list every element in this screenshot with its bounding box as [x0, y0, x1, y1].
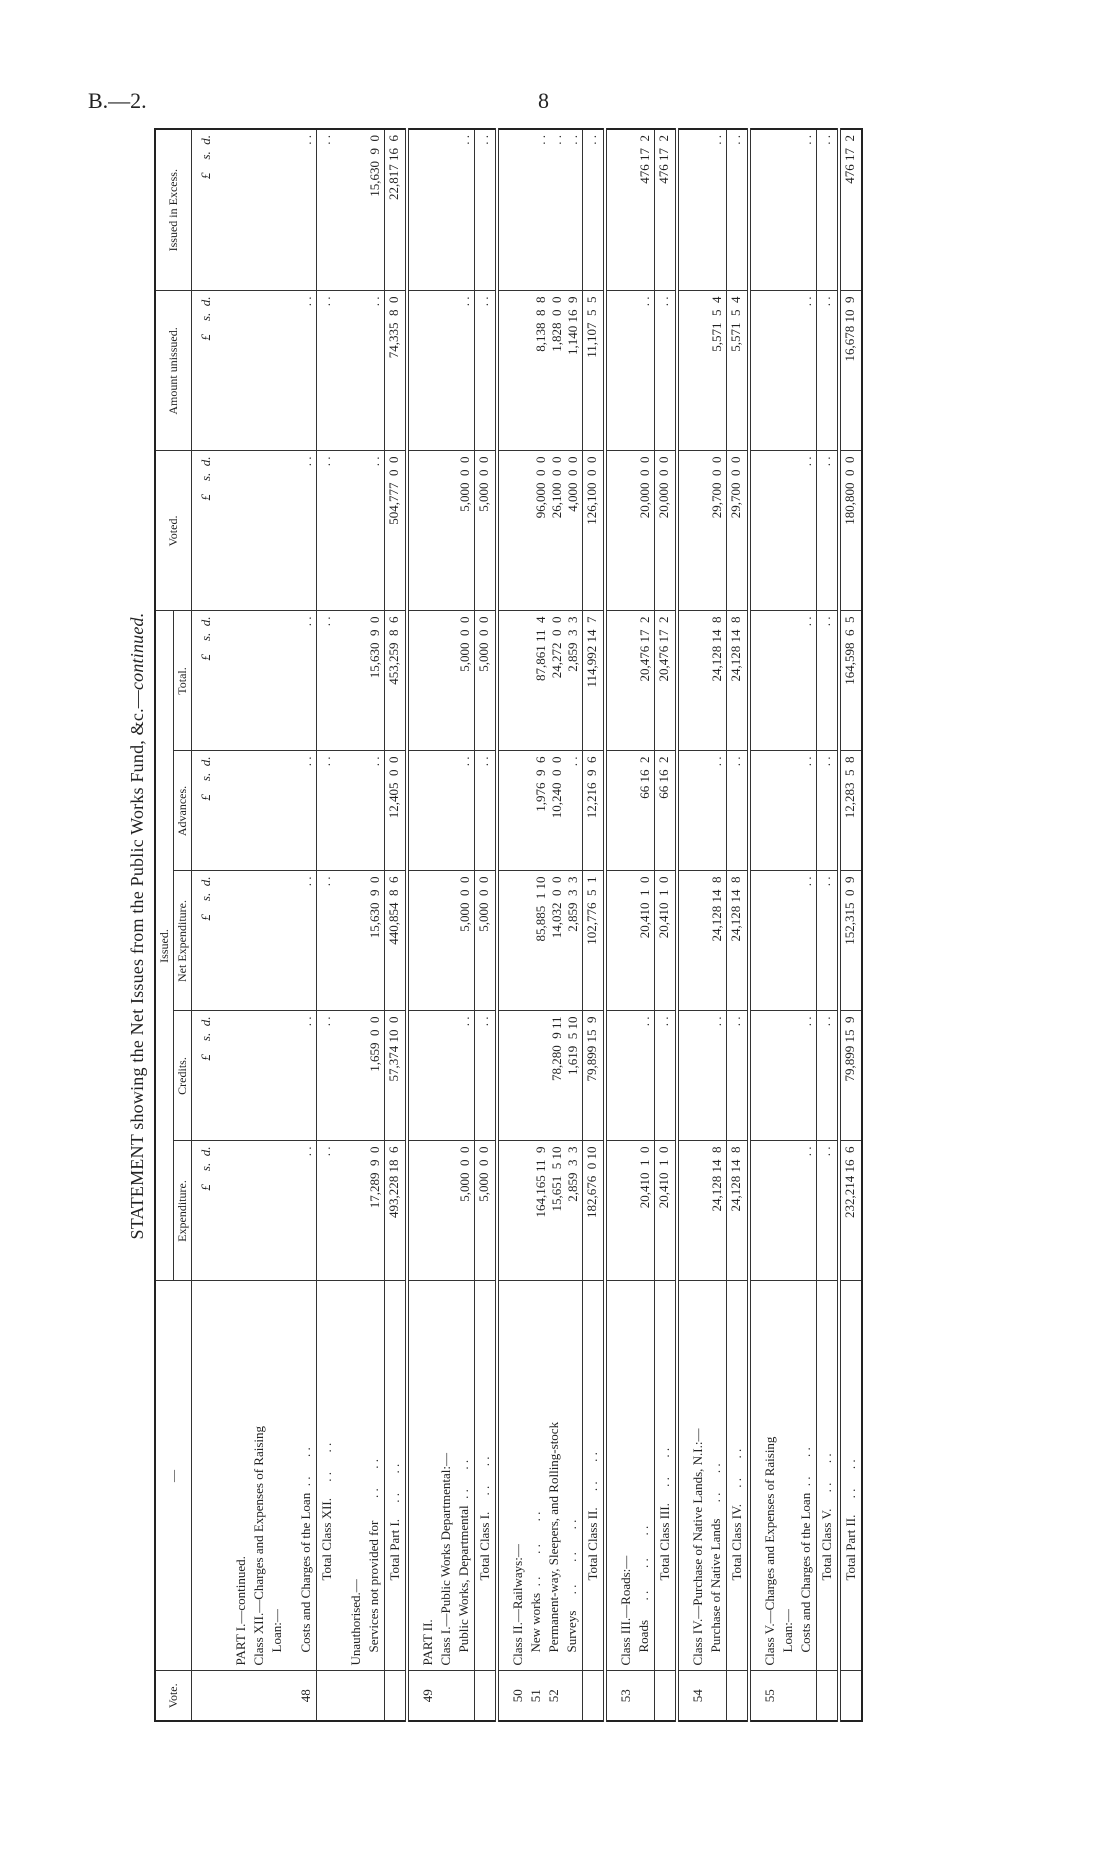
- excess-cell: 476 17 2: [605, 129, 655, 291]
- units-label: £ s. d.: [192, 871, 223, 1011]
- table-row: [677, 129, 727, 1721]
- table-row: [749, 129, 817, 1721]
- credits-cell: . .: [475, 1011, 498, 1141]
- voted-cell: 96,000 0 0 26,100 0 0 4,000 0 0: [497, 451, 583, 611]
- table-row: [222, 129, 287, 1721]
- advances-cell: 12,405 0 0: [385, 751, 408, 871]
- credits-cell: . .: [605, 1011, 655, 1141]
- voted-cell: 20,000 0 0: [655, 451, 678, 611]
- excess-cell: . .: [677, 129, 727, 291]
- advances-cell: 12,216 9 6: [583, 751, 606, 871]
- voted-cell: . .: [817, 451, 840, 611]
- total-row: [475, 129, 498, 1721]
- total-cell: . .: [287, 611, 317, 751]
- table-row: [287, 129, 317, 1721]
- unissued-cell: . .: [817, 291, 840, 451]
- net-expenditure-cell: 24,128 14 8: [727, 871, 750, 1011]
- unissued-cell: . .: [407, 291, 475, 451]
- col-header-voted: Voted.: [155, 451, 192, 611]
- credits-cell: [222, 1011, 287, 1141]
- voted-cell: . .: [287, 451, 317, 611]
- col-header-description: —: [155, 1281, 192, 1671]
- total-cell: . .: [317, 611, 338, 751]
- total-label: Total Part I. . . . .: [385, 1281, 408, 1671]
- total-cell: . .: [749, 611, 817, 751]
- table-row: [337, 129, 385, 1721]
- expenditure-cell: . .: [749, 1141, 817, 1281]
- vote-number: [655, 1671, 678, 1721]
- total-label: Total Class IV. . . . .: [727, 1281, 750, 1671]
- col-header-unissued: Amount unissued.: [155, 291, 192, 451]
- total-cell: 453,259 8 6: [385, 611, 408, 751]
- net-expenditure-cell: 20,410 1 0: [605, 871, 655, 1011]
- voted-cell: 20,000 0 0: [605, 451, 655, 611]
- advances-cell: . .: [677, 751, 727, 871]
- unissued-cell: 5,571 5 4: [727, 291, 750, 451]
- credits-cell: . .: [817, 1011, 840, 1141]
- total-row: [317, 129, 338, 1721]
- advances-cell: . .: [475, 751, 498, 871]
- caption-statement: STATEMENT: [127, 1134, 147, 1240]
- total-label: Total Class II. . . . .: [583, 1281, 606, 1671]
- credits-cell: 1,659 0 0: [337, 1011, 385, 1141]
- unissued-cell: . .: [475, 291, 498, 451]
- expenditure-cell: 232,214 16 6: [839, 1141, 862, 1281]
- net-expenditure-cell: 20,410 1 0: [655, 871, 678, 1011]
- advances-cell: . .: [407, 751, 475, 871]
- vote-number: [385, 1671, 408, 1721]
- expenditure-cell: 5,000 0 0: [407, 1141, 475, 1281]
- total-cell: 114,992 14 7: [583, 611, 606, 751]
- vote-number: 50 51 52: [497, 1671, 583, 1721]
- net-expenditure-cell: 24,128 14 8: [677, 871, 727, 1011]
- vote-number: 49: [407, 1671, 475, 1721]
- expenditure-cell: 17,289 9 0: [337, 1141, 385, 1281]
- advances-cell: [222, 751, 287, 871]
- excess-cell: . .: [475, 129, 498, 291]
- total-label: Total Class I. . . . .: [475, 1281, 498, 1671]
- total-row: [839, 129, 862, 1721]
- unissued-cell: 8,138 8 8 1,828 0 0 1,140 16 9: [497, 291, 583, 451]
- total-label: Total Class V. . . . .: [817, 1281, 840, 1671]
- units-label: £ s. d.: [192, 1011, 223, 1141]
- units-label: £ s. d.: [192, 611, 223, 751]
- item-description: Class IV.—Purchase of Native Lands, N.I.:— Purchase of Native Lands . . . .: [677, 1281, 727, 1671]
- unissued-cell: . .: [655, 291, 678, 451]
- total-cell: 20,476 17 2: [605, 611, 655, 751]
- vote-number: 55: [749, 1671, 817, 1721]
- item-description: PART II. Class I.—Public Works Departmental:— Public Works, Departmental . . . .: [407, 1281, 475, 1671]
- credits-cell: . .: [677, 1011, 727, 1141]
- item-description: Costs and Charges of the Loan . . . .: [287, 1281, 317, 1671]
- unissued-cell: . .: [749, 291, 817, 451]
- voted-cell: . .: [337, 451, 385, 611]
- advances-cell: . .: [749, 751, 817, 871]
- statement-caption: [120, 130, 154, 1722]
- total-row: [655, 129, 678, 1721]
- unissued-cell: . .: [317, 291, 338, 451]
- vote-number: 54: [677, 1671, 727, 1721]
- vote-number: 48: [287, 1671, 317, 1721]
- col-header-net-expenditure: Net Expenditure.: [174, 871, 192, 1011]
- total-cell: 24,128 14 8: [727, 611, 750, 751]
- units-label: £ s. d.: [192, 1141, 223, 1281]
- unissued-cell: . .: [605, 291, 655, 451]
- net-expenditure-cell: 15,630 9 0: [337, 871, 385, 1011]
- excess-cell: . .: [287, 129, 317, 291]
- advances-cell: 12,283 5 8: [839, 751, 862, 871]
- unissued-cell: . .: [337, 291, 385, 451]
- vote-number: [222, 1671, 287, 1721]
- item-description: PART I.—continued. Class XII.—Charges and Expenses of Raising Loan:—: [222, 1281, 287, 1671]
- expenditure-cell: 5,000 0 0: [475, 1141, 498, 1281]
- excess-cell: . .: [583, 129, 606, 291]
- total-cell: 20,476 17 2: [655, 611, 678, 751]
- vote-number: [475, 1671, 498, 1721]
- net-expenditure-cell: 5,000 0 0: [407, 871, 475, 1011]
- voted-cell: 504,777 0 0: [385, 451, 408, 611]
- col-header-expenditure: Expenditure.: [174, 1141, 192, 1281]
- unissued-cell: . .: [287, 291, 317, 451]
- excess-cell: . . . . . .: [497, 129, 583, 291]
- total-cell: 15,630 9 0: [337, 611, 385, 751]
- unissued-cell: 5,571 5 4: [677, 291, 727, 451]
- total-cell: [222, 611, 287, 751]
- excess-cell: . .: [749, 129, 817, 291]
- excess-cell: . .: [317, 129, 338, 291]
- excess-cell: [222, 129, 287, 291]
- net-expenditure-cell: . .: [317, 871, 338, 1011]
- total-row: [817, 129, 840, 1721]
- units-label: £ s. d.: [192, 129, 223, 291]
- expenditure-cell: 24,128 14 8: [677, 1141, 727, 1281]
- credits-cell: . .: [317, 1011, 338, 1141]
- advances-cell: . .: [727, 751, 750, 871]
- table-row: [605, 129, 655, 1721]
- advances-cell: 1,976 9 6 10,240 0 0 . .: [497, 751, 583, 871]
- total-label: Total Part II. . . . .: [839, 1281, 862, 1671]
- total-row: [727, 129, 750, 1721]
- total-row: [583, 129, 606, 1721]
- vote-number: 53: [605, 1671, 655, 1721]
- item-description: Unauthorised.— Services not provided for . . . .: [337, 1281, 385, 1671]
- voted-cell: 29,700 0 0: [727, 451, 750, 611]
- expenditure-cell: 182,676 0 10: [583, 1141, 606, 1281]
- units-label: £ s. d.: [192, 291, 223, 451]
- net-expenditure-cell: . .: [287, 871, 317, 1011]
- unissued-cell: 16,678 10 9: [839, 291, 862, 451]
- advances-cell: . .: [817, 751, 840, 871]
- voted-cell: 126,100 0 0: [583, 451, 606, 611]
- total-cell: 164,598 6 5: [839, 611, 862, 751]
- advances-cell: . .: [337, 751, 385, 871]
- credits-cell: 79,899 15 9: [583, 1011, 606, 1141]
- net-expenditure-cell: 440,854 8 6: [385, 871, 408, 1011]
- units-row: [192, 129, 223, 1721]
- expenditure-cell: 20,410 1 0: [655, 1141, 678, 1281]
- total-cell: 5,000 0 0: [407, 611, 475, 751]
- total-cell: 5,000 0 0: [475, 611, 498, 751]
- voted-cell: . .: [317, 451, 338, 611]
- expenditure-cell: 24,128 14 8: [727, 1141, 750, 1281]
- statement-body: [192, 129, 863, 1721]
- document-reference: B.—2.: [88, 88, 147, 113]
- net-expenditure-cell: 102,776 5 1: [583, 871, 606, 1011]
- excess-cell: 476 17 2: [839, 129, 862, 291]
- col-header-issued: Issued.: [155, 611, 174, 1281]
- credits-cell: . .: [655, 1011, 678, 1141]
- total-label: Total Class III. . . . .: [655, 1281, 678, 1671]
- item-description: Class III.—Roads:— Roads . . . . . .: [605, 1281, 655, 1671]
- expenditure-cell: . .: [817, 1141, 840, 1281]
- net-expenditure-cell: 85,885 1 10 14,032 0 0 2,859 3 3: [497, 871, 583, 1011]
- voted-cell: . .: [749, 451, 817, 611]
- expenditure-cell: . .: [287, 1141, 317, 1281]
- vote-number: [337, 1671, 385, 1721]
- col-header-vote: Vote.: [155, 1671, 192, 1721]
- expenditure-cell: . .: [317, 1141, 338, 1281]
- voted-cell: 180,800 0 0: [839, 451, 862, 611]
- voted-cell: 29,700 0 0: [677, 451, 727, 611]
- vote-number: [817, 1671, 840, 1721]
- credits-cell: 78,280 9 11 1,619 5 10: [497, 1011, 583, 1141]
- advances-cell: . .: [287, 751, 317, 871]
- statement-table: [154, 128, 863, 1722]
- net-expenditure-cell: [222, 871, 287, 1011]
- excess-cell: 15,630 9 0: [337, 129, 385, 291]
- caption-prefix: showing the Net Issues from the Public Works Fund, &c.—: [127, 690, 147, 1130]
- vote-number: [839, 1671, 862, 1721]
- rotated-statement: [120, 130, 965, 1722]
- col-header-total: Total.: [174, 611, 192, 751]
- expenditure-cell: 493,228 18 6: [385, 1141, 408, 1281]
- vote-number: [317, 1671, 338, 1721]
- units-label: £ s. d.: [192, 451, 223, 611]
- excess-cell: . .: [727, 129, 750, 291]
- item-description: Class II.—Railways:— New works . . . . . . Permanent-way, Sleepers, and Rolling-stock Surveys . . . . . .: [497, 1281, 583, 1671]
- excess-cell: . .: [407, 129, 475, 291]
- total-cell: 24,128 14 8: [677, 611, 727, 751]
- credits-cell: . .: [727, 1011, 750, 1141]
- credits-cell: . .: [407, 1011, 475, 1141]
- units-label: £ s. d.: [192, 751, 223, 871]
- credits-cell: . .: [287, 1011, 317, 1141]
- vote-number: [583, 1671, 606, 1721]
- excess-cell: 476 17 2: [655, 129, 678, 291]
- total-cell: 87,861 11 4 24,272 0 0 2,859 3 3: [497, 611, 583, 751]
- credits-cell: 57,374 10 0: [385, 1011, 408, 1141]
- excess-cell: . .: [817, 129, 840, 291]
- table-row: [407, 129, 475, 1721]
- item-description: Class V.—Charges and Expenses of Raising Loan:— Costs and Charges of the Loan . . . .: [749, 1281, 817, 1671]
- net-expenditure-cell: 5,000 0 0: [475, 871, 498, 1011]
- total-label: Total Class XII. . . . .: [317, 1281, 338, 1671]
- vote-number: [727, 1671, 750, 1721]
- expenditure-cell: [222, 1141, 287, 1281]
- table-row: [497, 129, 583, 1721]
- credits-cell: 79,899 15 9: [839, 1011, 862, 1141]
- expenditure-cell: 20,410 1 0: [605, 1141, 655, 1281]
- voted-cell: [222, 451, 287, 611]
- unissued-cell: 74,335 8 0: [385, 291, 408, 451]
- voted-cell: 5,000 0 0: [407, 451, 475, 611]
- col-header-advances: Advances.: [174, 751, 192, 871]
- excess-cell: 22,817 16 6: [385, 129, 408, 291]
- total-row: [385, 129, 408, 1721]
- advances-cell: 66 16 2: [605, 751, 655, 871]
- net-expenditure-cell: . .: [817, 871, 840, 1011]
- net-expenditure-cell: . .: [749, 871, 817, 1011]
- advances-cell: 66 16 2: [655, 751, 678, 871]
- advances-cell: . .: [317, 751, 338, 871]
- page-number: 8: [538, 88, 549, 113]
- col-header-credits: Credits.: [174, 1011, 192, 1141]
- col-header-excess: Issued in Excess.: [155, 129, 192, 291]
- voted-cell: 5,000 0 0: [475, 451, 498, 611]
- caption-continued: continued.: [127, 612, 147, 691]
- total-cell: . .: [817, 611, 840, 751]
- expenditure-cell: 164,165 11 9 15,651 5 10 2,859 3 3: [497, 1141, 583, 1281]
- unissued-cell: [222, 291, 287, 451]
- net-expenditure-cell: 152,315 0 9: [839, 871, 862, 1011]
- credits-cell: . .: [749, 1011, 817, 1141]
- unissued-cell: 11,107 5 5: [583, 291, 606, 451]
